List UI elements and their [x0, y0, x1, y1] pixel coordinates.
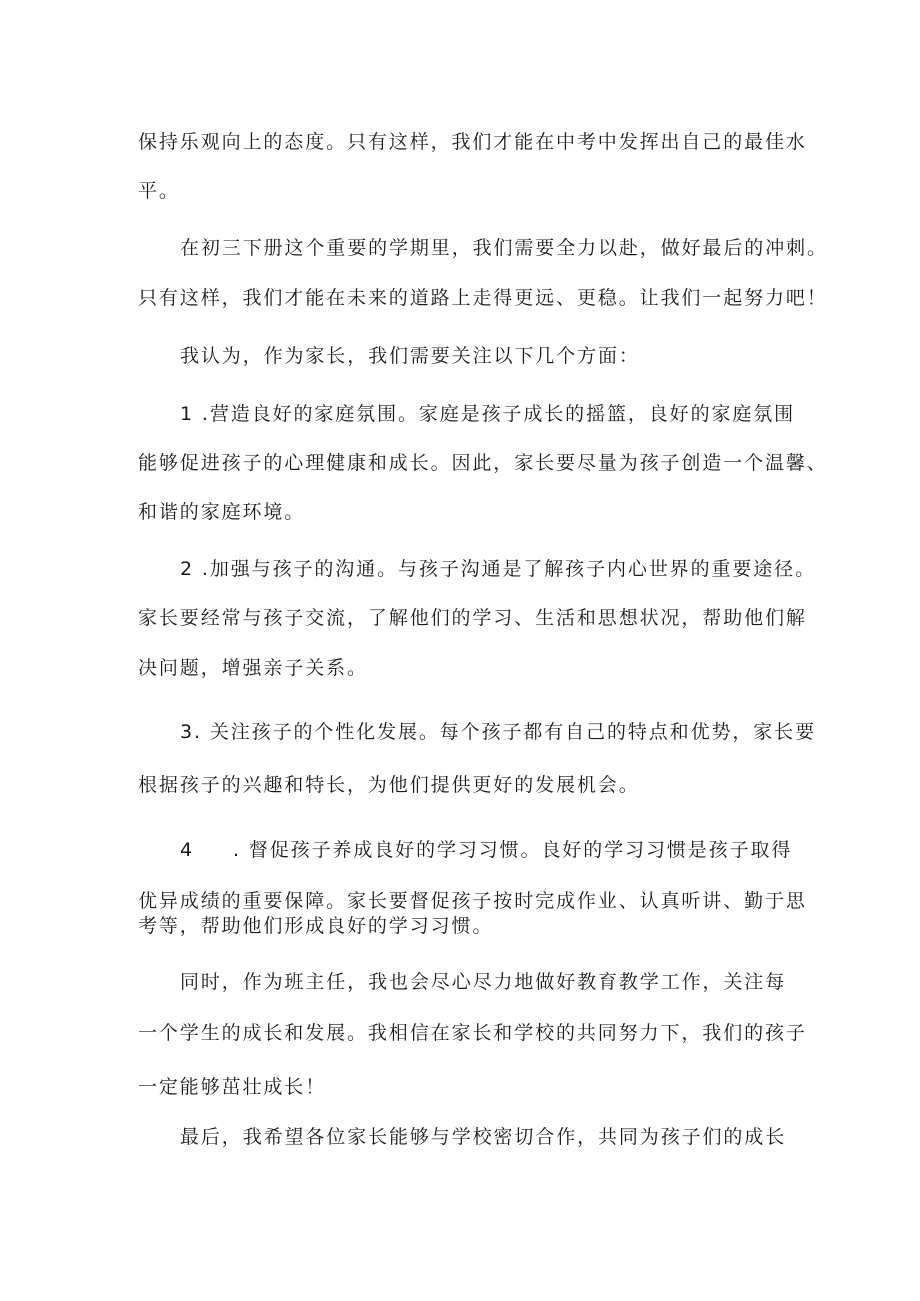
text-line: 能够促进孩子的心理健康和成长。因此，家长要尽量为孩子创造一个温馨、	[138, 452, 828, 474]
paragraph-start: 最后，我希望各位家长能够与学校密切合作，共同为孩子们的成长	[180, 1126, 787, 1148]
paragraph-start: 我认为，作为家长，我们需要关注以下几个方面：	[180, 345, 640, 367]
paragraph-start: 同时，作为班主任，我也会尽心尽力地做好教育教学工作，关注每	[180, 971, 787, 993]
list-item-1: 1 .营造良好的家庭氛围。家庭是孩子成长的摇篮，良好的家庭氛围	[180, 403, 796, 425]
text-line: 一个学生的成长和发展。我相信在家长和学校的共同努力下，我们的孩子	[138, 1022, 807, 1044]
text-line: 考等，帮助他们形成良好的学习习惯。	[138, 915, 494, 937]
text-line: 决问题，增强亲子关系。	[138, 657, 368, 679]
list-item-3: 3. 关注孩子的个性化发展。每个孩子都有自己的特点和优势，家长要	[180, 721, 816, 743]
text-line: 平。	[138, 180, 180, 202]
list-item-2: 2 .加强与孩子的沟通。与孩子沟通是了解孩子内心世界的重要途径。	[180, 558, 816, 580]
text-line: 保持乐观向上的态度。只有这样，我们才能在中考中发挥出自己的最佳水	[138, 131, 807, 153]
text-line: 和谐的家庭环境。	[138, 501, 306, 523]
text-line: 优异成绩的重要保障。家长要督促孩子按时完成作业、认真听讲、勤于思	[138, 890, 807, 912]
list-item-4: . 督促孩子养成良好的学习习惯。良好的学习习惯是孩子取得	[233, 839, 793, 861]
text-line: 只有这样，我们才能在未来的道路上走得更远、更稳。让我们一起努力吧！	[138, 287, 828, 309]
text-line: 一定能够茁壮成长！	[138, 1076, 327, 1098]
text-line: 根据孩子的兴趣和特长，为他们提供更好的发展机会。	[138, 774, 640, 796]
text-line: 家长要经常与孩子交流，了解他们的学习、生活和思想状况，帮助他们解	[138, 607, 807, 629]
paragraph-start: 在初三下册这个重要的学期里，我们需要全力以赴，做好最后的冲刺。	[180, 237, 828, 259]
list-item-4-number: 4	[180, 839, 194, 861]
